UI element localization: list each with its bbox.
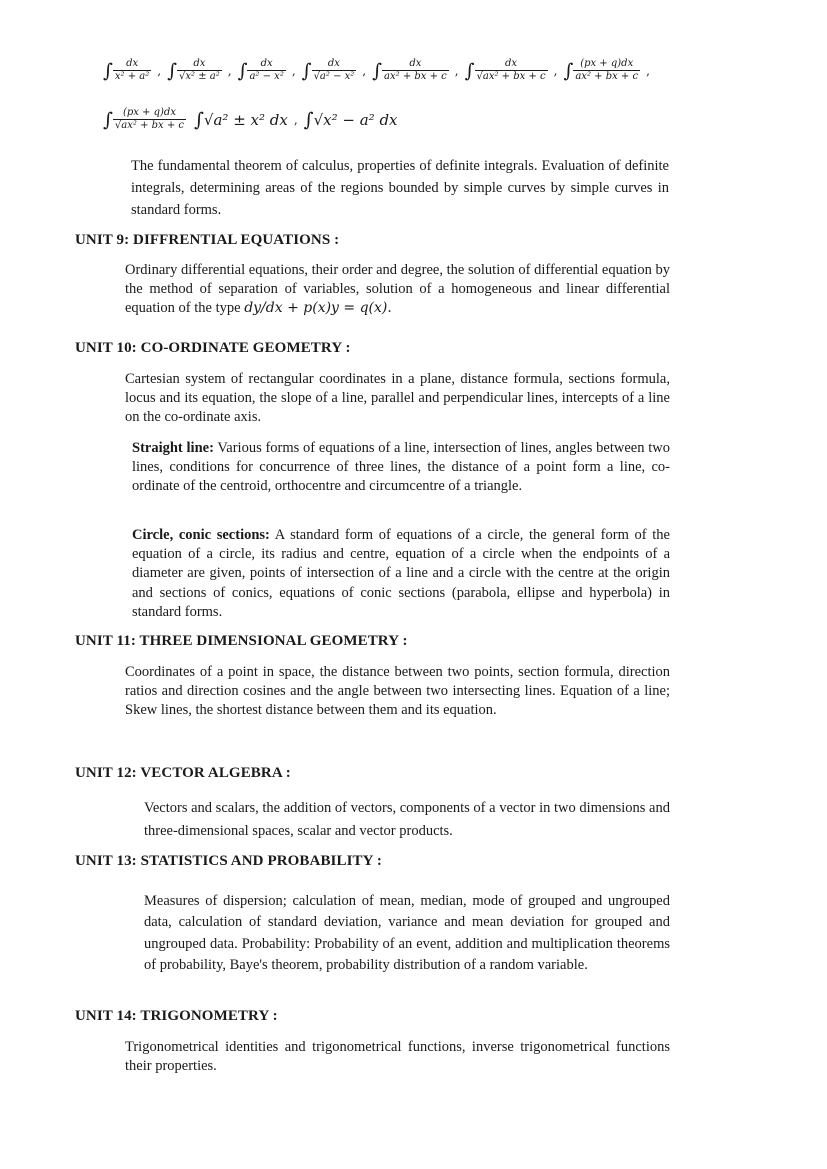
unit-11-body: Coordinates of a point in space, the distance between two points, section formula, direction ratios and direction cosines and the angle between two intersecting lines. Equation of a line; Skew lines, the shortest distance between them and its equation. <box>125 664 670 719</box>
straight-line-paragraph: Straight line: Various forms of equations of a line, intersection of lines, angles between two lines, conditions for concurrence of three lines, the distance of a point form a line, co-ordinate of the centroid, orthocentre and circumcentre of a triangle. <box>132 440 670 495</box>
formula-fraction: $\frac{dx}{\text{√ax² + bx + c}}$ <box>476 58 546 82</box>
circle-conic-title: Circle, conic sections: <box>132 527 270 543</box>
formula-fraction: $\frac{(px + q)dx}{\text{ax² + bx + c}}$ <box>575 58 639 82</box>
calculus-intro-paragraph: The fundamental theorem of calculus, properties of definite integrals. Evaluation of definite integrals, determining areas of the regions bounded by simple curves by simple curves in standard forms. <box>131 158 669 218</box>
integral-formulas-row-2: ∫ $\frac{(px + q)dx}{\text{√ax² + bx + c}}$ ∫ √a² ± x² dx , ∫ √x² − a² dx <box>103 107 398 131</box>
integral-sign: ∫ <box>464 59 475 82</box>
unit-9-heading: UNIT 9: DIFFRENTIAL EQUATIONS : <box>75 232 340 248</box>
unit-14-heading: UNIT 14: TRIGONOMETRY : <box>75 1008 278 1024</box>
integral-formulas-row-1: ∫ $\frac{dx}{\text{x² + a²}}$ , ∫ $\frac{dx}{\text{√x² ± a²}}$ , ∫ $\frac{dx}{\text{a² − x²}}$ , ∫ $\frac{dx}{\text{√a² − x²}}$ , ∫ $\frac{dx}{\text{ax² + bx + c}}$ , ∫ $\frac{dx}{\text{√ax² + bx + c}}$ , ∫ $\frac{(px + q)dx}{\text{ax² + bx + c}}$ , <box>103 58 650 82</box>
circle-conic-paragraph: Circle, conic sections: A standard form of equations of a circle, the general form of the equation of a circle, its radius and centre, equation of a circle when the endpoints of a diameter are given, points of intersection of a line and a circle with the centre at the origin and sections of conics, equations of conic sections (parabola, ellipse and hyperbola) in standard forms. <box>132 527 670 620</box>
straight-line-title: Straight line: <box>132 440 214 456</box>
integral-sign: ∫ <box>563 59 574 82</box>
formula-fraction: $\frac{dx}{\text{ax² + bx + c}}$ <box>384 58 447 82</box>
differential-equation: dy/dx + p(x)y = q(x). <box>244 300 392 317</box>
formula-fraction: $\frac{dx}{\text{x² + a²}}$ <box>114 58 150 82</box>
integral-sign: ∫ <box>103 108 113 131</box>
unit-9-body: Ordinary differential equations, their order and degree, the solution of differential equation by the method of separation of variables, solution of a homogeneous and linear differential equation of the type dy/dx + p(x)y = q(x). <box>125 262 670 317</box>
unit-10-body: Cartesian system of rectangular coordinates in a plane, distance formula, sections formula, locus and its equation, the slope of a line, parallel and perpendicular lines, intercepts of a line on the co-ordinate axis. <box>125 371 670 426</box>
formula-fraction: $\frac{dx}{\text{a² − x²}}$ <box>249 58 284 82</box>
formula-fraction: $\frac{dx}{\text{√a² − x²}}$ <box>313 58 355 82</box>
unit-11-heading: UNIT 11: THREE DIMENSIONAL GEOMETRY : <box>75 633 408 649</box>
integral-sign: ∫ <box>372 59 383 82</box>
formula-fraction: $\frac{dx}{\text{√x² ± a²}}$ <box>179 58 220 82</box>
integral-sign: ∫ <box>301 59 312 82</box>
unit-12-body: Vectors and scalars, the addition of vectors, components of a vector in two dimensions and three-dimensional spaces, scalar and vector products. <box>144 800 670 839</box>
formula-sqrt-a2-pm-x2: √a² ± x² dx <box>203 110 288 129</box>
integral-sign: ∫ <box>237 59 248 82</box>
unit-10-heading: UNIT 10: CO-ORDINATE GEOMETRY : <box>75 340 351 356</box>
unit-14-body: Trigonometrical identities and trigonometrical functions, inverse trigonometrical functions their properties. <box>125 1039 670 1075</box>
unit-13-heading: UNIT 13: STATISTICS AND PROBABILITY : <box>75 853 382 869</box>
integral-sign: ∫ <box>167 59 177 82</box>
formula-fraction: $\frac{(px + q)dx}{\text{√ax² + bx + c}}$ <box>114 107 185 131</box>
integral-sign: ∫ <box>194 108 204 131</box>
integral-sign: ∫ <box>103 59 113 82</box>
unit-13-body: Measures of dispersion; calculation of mean, median, mode of grouped and ungrouped data, calculation of standard deviation, variance and mean deviation for grouped and ungrouped data. Probability: Probability of an event, addition and multiplication theorems of probability, Baye's theorem, probability distribution of a random variable. <box>144 893 670 973</box>
integral-sign: ∫ <box>303 108 314 131</box>
formula-sqrt-x2-minus-a2: √x² − a² dx <box>313 110 398 129</box>
unit-12-heading: UNIT 12: VECTOR ALGEBRA : <box>75 765 291 781</box>
